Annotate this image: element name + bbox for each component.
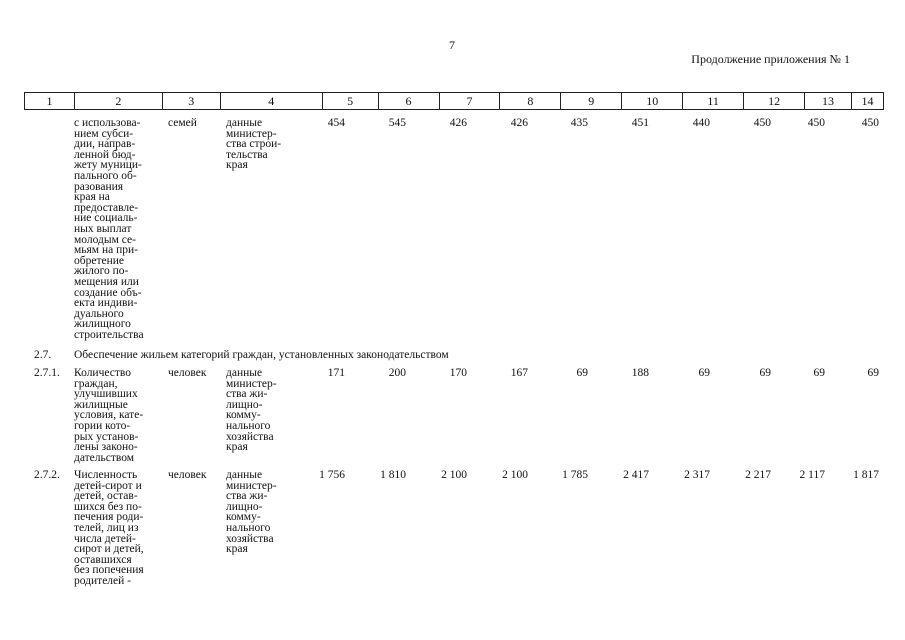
header-col-1: 1 bbox=[25, 93, 75, 109]
row-number: 2.7.1. bbox=[34, 367, 60, 379]
value-col-11: 2 317 bbox=[684, 469, 710, 481]
header-col-13: 13 bbox=[805, 93, 852, 109]
value-col-8: 426 bbox=[510, 117, 528, 129]
header-col-3: 3 bbox=[163, 93, 221, 109]
value-col-9: 1 785 bbox=[562, 469, 588, 481]
value-col-14: 69 bbox=[867, 367, 879, 379]
header-col-5: 5 bbox=[323, 93, 379, 109]
value-col-14: 1 817 bbox=[853, 469, 879, 481]
value-col-10: 451 bbox=[631, 117, 649, 129]
value-col-5: 1 756 bbox=[319, 469, 345, 481]
value-col-6: 545 bbox=[388, 117, 406, 129]
header-col-8: 8 bbox=[500, 93, 561, 109]
unit: человек bbox=[168, 367, 207, 379]
header-col-9: 9 bbox=[561, 93, 622, 109]
section-number: 2.7. bbox=[34, 349, 52, 361]
header-col-4: 4 bbox=[221, 93, 323, 109]
value-col-14: 450 bbox=[861, 117, 879, 129]
header-col-7: 7 bbox=[440, 93, 501, 109]
value-col-8: 2 100 bbox=[502, 469, 528, 481]
value-col-8: 167 bbox=[510, 367, 528, 379]
value-col-12: 450 bbox=[753, 117, 771, 129]
value-col-6: 200 bbox=[388, 367, 406, 379]
header-col-11: 11 bbox=[683, 93, 744, 109]
value-col-10: 2 417 bbox=[623, 469, 649, 481]
data-source: данные министер- ства строи- тельства края bbox=[226, 117, 282, 172]
value-col-12: 2 217 bbox=[745, 469, 771, 481]
value-col-5: 454 bbox=[327, 117, 345, 129]
value-col-12: 69 bbox=[759, 367, 771, 379]
indicator-name: Количество граждан, улучшивших жилищные условия, кате- гории кото- рых установ- лены законо- дательством bbox=[74, 367, 144, 464]
header-col-14: 14 bbox=[852, 93, 884, 109]
value-col-13: 450 bbox=[807, 117, 825, 129]
value-col-6: 1 810 bbox=[380, 469, 406, 481]
header-col-2: 2 bbox=[75, 93, 163, 109]
value-col-5: 171 bbox=[327, 367, 345, 379]
value-col-13: 69 bbox=[813, 367, 825, 379]
table-header-row bbox=[24, 92, 884, 110]
value-col-11: 69 bbox=[698, 367, 710, 379]
value-col-10: 188 bbox=[631, 367, 649, 379]
data-source: данные министер- ства жи- лищно- комму- нального хозяйства края bbox=[226, 367, 277, 454]
section-title: Обеспечение жильем категорий граждан, установленных законодательством bbox=[74, 349, 449, 361]
indicator-name: Численность детей-сирот и детей, остав- шихся без по- печения роди- телей, лиц из числа детей- сирот и детей, оставшихся без попечения родителей - bbox=[74, 469, 144, 587]
header-col-6: 6 bbox=[379, 93, 440, 109]
value-col-7: 2 100 bbox=[441, 469, 467, 481]
unit: семей bbox=[168, 117, 197, 129]
header-col-10: 10 bbox=[622, 93, 683, 109]
header-col-12: 12 bbox=[744, 93, 805, 109]
value-col-13: 2 117 bbox=[799, 469, 825, 481]
indicator-name: с использова- нием субси- дии, направ- ленной бюд- жету муници- пального об- разования края на предоставле- ние социаль- ных выплат молодым се- мьям на при- обретение жилого по- мещения или создание объ- екта индиви- дуального жилищного строительства bbox=[74, 117, 144, 341]
value-col-9: 69 bbox=[576, 367, 588, 379]
value-col-9: 435 bbox=[570, 117, 588, 129]
value-col-7: 426 bbox=[449, 117, 467, 129]
row-number: 2.7.2. bbox=[34, 469, 60, 481]
continuation-label: Продолжение приложения № 1 bbox=[691, 52, 850, 66]
data-source: данные министер- ства жи- лищно- комму- нального хозяйства края bbox=[226, 469, 277, 556]
page-number: 7 bbox=[449, 38, 455, 52]
unit: человек bbox=[168, 469, 207, 481]
value-col-11: 440 bbox=[692, 117, 710, 129]
value-col-7: 170 bbox=[449, 367, 467, 379]
